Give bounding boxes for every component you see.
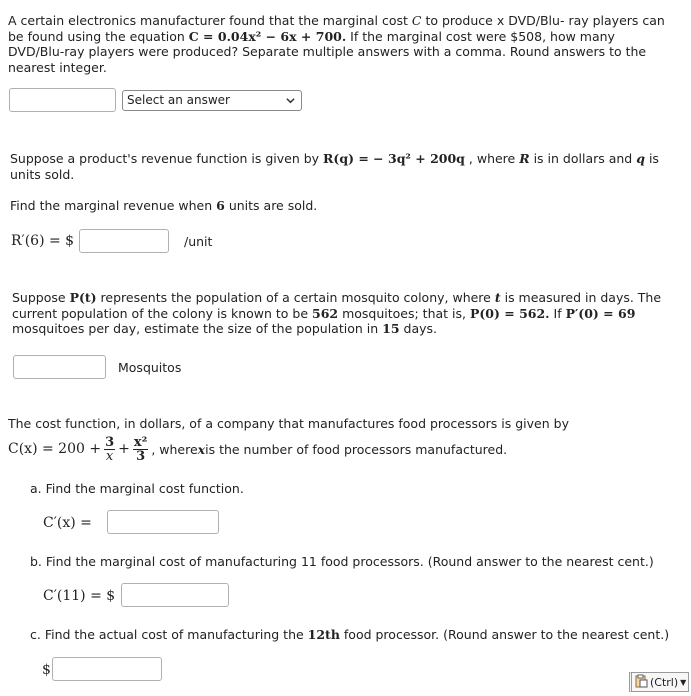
part-a-prompt: a. Find the marginal cost function. [30,481,244,496]
part-c-prompt: c. Find the actual cost of manufacturing the 12th food processor. (Round answer to the nearest cent.) [30,627,670,642]
q2-unit-label: /unit [184,234,213,249]
part-b-prompt: b. Find the marginal cost of manufacturing 11 food processors. (Round answer to the nearest cent.) [30,554,654,569]
fraction-x2-over-3: $\frac{\text{x²}}{3}$ [133,434,148,464]
question-3-text: Suppose P(t) represents the population of a certain mosquito colony, where t is measured in days. The current population of the colony is known to be 562 mosquitoes; that is, P(0) = 562. If P′(0) = 69 mosquitoes per day, estimate the size of the population in 15 days. [12,290,662,336]
q2-answer-input[interactable] [79,229,169,253]
q3-unit-label: Mosquitos [118,360,182,375]
question-2-prompt: Find the marginal revenue when 6 units are sold. [10,198,318,213]
paste-options-button[interactable] [629,672,689,692]
fraction-3-over-x: $\frac{3}{x}$ [105,434,115,464]
part-a-input[interactable] [107,510,219,534]
q1-select-value: Select an answer [127,93,230,107]
paste-options-label: (Ctrl) [650,675,679,689]
part-a-label: C′(x) = [43,515,92,531]
part-c-input[interactable] [52,657,162,681]
q2-answer-label: R′(6) = $ [11,233,75,249]
q1-answer-select[interactable] [122,90,302,111]
cost-function-equation: C(x) = 200 + $\frac{3}{x}$ + $\frac{\text{x²}}{3}$ , where x is the number of food processors manufactured. [8,434,508,464]
chevron-down-icon [286,94,295,108]
question-4-intro: The cost function, in dollars, of a company that manufactures food processors is given by [8,416,569,431]
q3-answer-input[interactable] [13,355,106,379]
part-c-label: $ [42,662,51,678]
caret-down-icon: ▼ [680,677,687,687]
clipboard-icon [635,674,648,691]
q1-answer-input[interactable] [9,88,116,112]
part-b-label: C′(11) = $ [43,588,116,604]
question-1-text: A certain electronics manufacturer found that the marginal cost C to produce x DVD/Blu- ray players can be found using the equation C = 0.04x² − 6x + 700. If the marginal cost were $508, how many DVD/Blu-ray players were produced? Separate multiple answers with a comma. Round answers to the nearest integer. [8,13,665,75]
question-2-text: Suppose a product's revenue function is given by R(q) = − 3q² + 200q , where R is in dollars and q is units sold. [10,151,659,182]
part-b-input[interactable] [121,583,229,607]
